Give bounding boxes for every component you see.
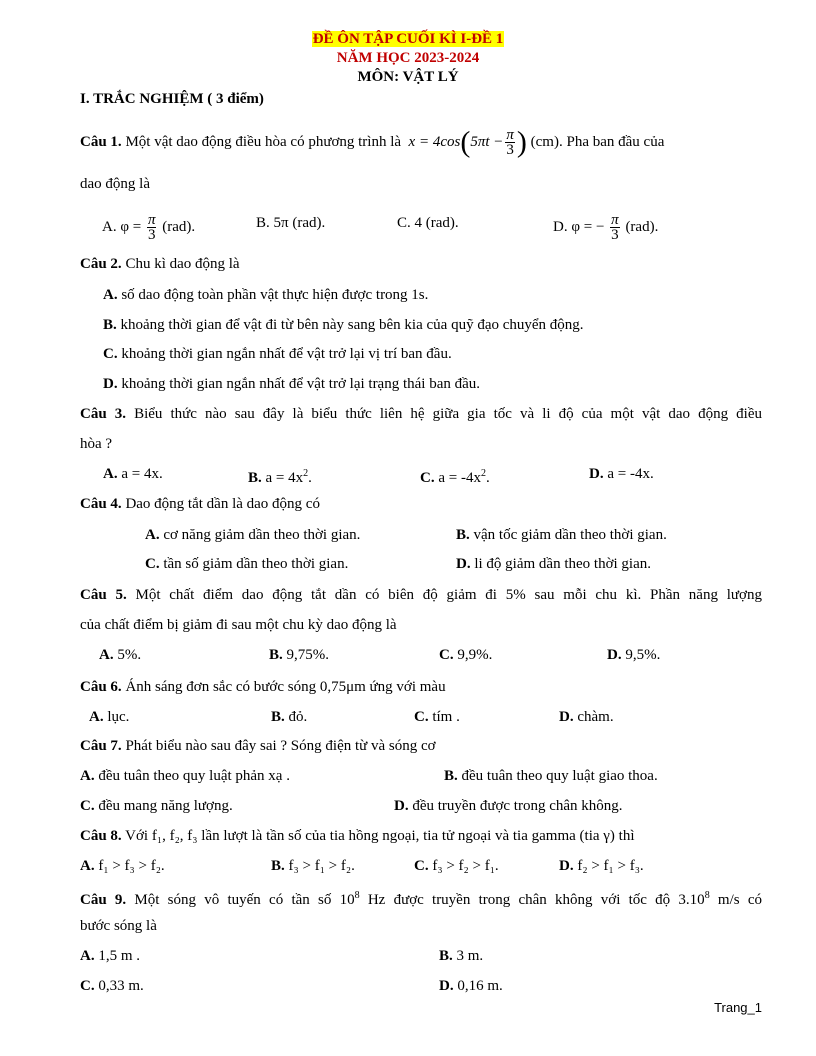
option-key: B.: [248, 470, 262, 486]
question-3-line2: hòa ?: [80, 436, 113, 452]
superscript: 2: [303, 468, 309, 479]
question-text-part: m/s có: [709, 892, 762, 908]
option-key: A.: [103, 466, 118, 482]
option-text: lục.: [107, 709, 130, 725]
option-2c: [103, 344, 452, 364]
option-5c: [439, 645, 492, 665]
option-text: khoảng thời gian để vật đi từ bên này sang bên kia của quỹ đạo chuyển động.: [120, 317, 584, 333]
superscript: 2: [480, 468, 486, 479]
option-text: cơ năng giảm dần theo thời gian.: [163, 527, 361, 543]
question-9-line2: bước sóng là: [80, 918, 157, 934]
fraction-numerator: π: [506, 127, 514, 143]
option-key: C.: [103, 346, 118, 362]
fraction-denominator: 3: [147, 227, 156, 243]
question-label: Câu 4.: [80, 496, 122, 512]
option-text: đỏ.: [288, 709, 308, 725]
option-text: f₁ > f₃ > f₂.: [98, 858, 165, 874]
option-key: D.: [456, 556, 471, 572]
option-text: A. φ =: [102, 218, 142, 235]
option-4d: [456, 554, 651, 574]
question-label: Câu 7.: [80, 738, 122, 754]
question-text: Chu kì dao động là: [125, 256, 240, 272]
option-text: khoảng thời gian ngắn nhất để vật trở lại trạng thái ban đầu.: [121, 376, 481, 392]
option-text: 9,5%.: [625, 647, 661, 663]
option-key: D.: [394, 798, 409, 814]
option-key: C.: [414, 858, 429, 874]
question-label: Câu 5.: [80, 587, 127, 603]
superscript: 8: [704, 890, 710, 901]
question-5: [80, 585, 762, 605]
option-5b: [269, 645, 329, 665]
question-label: Câu 8.: [80, 828, 122, 844]
option-7b: [444, 766, 658, 786]
option-key: C.: [414, 709, 429, 725]
right-paren-icon: ): [516, 125, 527, 159]
option-1a: [102, 213, 195, 242]
option-key: D.: [607, 647, 622, 663]
option-3c: [420, 464, 490, 488]
option-key: C.: [145, 556, 160, 572]
question-text-part: Một sóng vô tuyến có tần số 10: [134, 892, 355, 908]
option-text: tím .: [432, 709, 460, 725]
option-text: a = 4x: [265, 470, 304, 486]
question-text: Với f₁, f₂, f₃ lần lượt là tần số của tia hồng ngoại, tia tử ngoại và tia gamma (tia γ) thì: [125, 828, 635, 844]
option-text: a = 4x.: [121, 466, 163, 482]
option-9b: [439, 946, 483, 966]
option-key: D.: [103, 376, 118, 392]
period: .: [485, 470, 490, 486]
option-text-end: (rad).: [162, 218, 196, 235]
option-text: 1,5 m .: [98, 948, 141, 964]
option-key: B.: [103, 317, 117, 333]
question-label: Câu 6.: [80, 679, 122, 695]
question-text-end: (cm). Pha ban đầu của: [530, 133, 665, 150]
question-text: Một vật dao động điều hòa có phương trình là: [125, 133, 402, 150]
option-key: C.: [420, 470, 435, 486]
option-9a: [80, 946, 140, 966]
option-text: 3 m.: [456, 948, 484, 964]
option-key: A.: [80, 948, 95, 964]
option-key: D.: [559, 858, 574, 874]
left-paren-icon: (: [460, 125, 471, 159]
option-text: đều mang năng lượng.: [98, 798, 233, 814]
question-6: [80, 677, 446, 697]
page-number: Trang_1: [714, 1000, 762, 1015]
option-text: số dao động toàn phần vật thực hiện được trong 1s.: [121, 287, 429, 303]
question-5-line2: của chất điểm bị giảm đi sau một chu kỳ dao động là: [80, 617, 397, 633]
option-2a: [103, 285, 428, 305]
option-key: B.: [456, 527, 470, 543]
option-8d: [559, 856, 644, 876]
question-text: Dao động tắt dần là dao động có: [125, 496, 320, 512]
option-9c: [80, 976, 144, 996]
option-key: D.: [559, 709, 574, 725]
option-text: vận tốc giảm dần theo thời gian.: [473, 527, 667, 543]
option-text: 0,16 m.: [457, 978, 503, 994]
fraction-denominator: 3: [506, 142, 514, 158]
option-2d: [103, 374, 480, 394]
option-key: D.: [589, 466, 604, 482]
question-label: Câu 9.: [80, 892, 127, 908]
option-text: a = -4x: [438, 470, 481, 486]
question-7: [80, 736, 436, 756]
option-key: A.: [80, 768, 95, 784]
option-key: B.: [439, 948, 453, 964]
option-text: 5%.: [117, 647, 142, 663]
option-key: A.: [80, 858, 95, 874]
option-text: khoảng thời gian ngắn nhất để vật trở lại vị trí ban đầu.: [121, 346, 452, 362]
option-8b: [271, 856, 355, 876]
question-label: Câu 1.: [80, 133, 122, 150]
option-key: B.: [444, 768, 458, 784]
school-year: NĂM HỌC 2023-2024: [336, 50, 480, 66]
option-text-end: (rad).: [625, 218, 659, 235]
option-text: đều tuân theo quy luật giao thoa.: [461, 768, 658, 784]
option-text: 9,75%.: [286, 647, 330, 663]
subject: MÔN: VẬT LÝ: [357, 69, 459, 85]
option-3d: [589, 464, 654, 484]
fraction-numerator: π: [147, 212, 156, 228]
question-text: Phát biểu nào sau đây sai ? Sóng điện từ và sóng cơ: [125, 738, 436, 754]
option-8a: [80, 856, 165, 876]
question-text: Ánh sáng đơn sắc có bước sóng 0,75μm ứng với màu: [125, 679, 446, 695]
option-key: C.: [80, 798, 95, 814]
option-6c: [414, 707, 460, 727]
option-text: 9,9%.: [457, 647, 493, 663]
superscript: 8: [354, 890, 360, 901]
option-key: A.: [103, 287, 118, 303]
option-text: a = -4x.: [607, 466, 654, 482]
option-5d: [607, 645, 660, 665]
option-9d: [439, 976, 503, 996]
option-7a: [80, 766, 290, 786]
option-2b: [103, 315, 584, 335]
option-key: C.: [80, 978, 95, 994]
question-text: Biểu thức nào sau đây là biểu thức liên hệ giữa gia tốc và li độ của một vật dao động điều: [134, 406, 762, 422]
fraction-denominator: 3: [611, 227, 619, 243]
equation-inner: 5πt −: [470, 133, 504, 150]
option-text: f₂ > f₁ > f₃.: [577, 858, 644, 874]
option-3b: [248, 464, 312, 488]
question-2: [80, 254, 240, 274]
option-1c: C. 4 (rad).: [397, 215, 459, 231]
fraction-pi-over-3: [147, 213, 157, 242]
option-text: f₃ > f₁ > f₂.: [288, 858, 355, 874]
question-text-part: Hz được truyền trong chân không với tốc độ 3.10: [359, 892, 705, 908]
option-key: B.: [271, 709, 285, 725]
option-6b: [271, 707, 307, 727]
question-label: Câu 2.: [80, 256, 122, 272]
option-key: B.: [271, 858, 285, 874]
option-7d: [394, 796, 623, 816]
question-8: [80, 826, 634, 846]
question-1-line2: dao động là: [80, 176, 150, 192]
option-8c: [414, 856, 499, 876]
equation-lhs: x = 4cos: [408, 133, 461, 150]
fraction-pi-over-3: [610, 213, 620, 242]
option-text: f₃ > f₂ > f₁.: [432, 858, 499, 874]
question-9: [80, 886, 762, 910]
question-text: [134, 892, 762, 908]
option-text: 0,33 m.: [98, 978, 144, 994]
option-4b: [456, 525, 667, 545]
option-text: chàm.: [577, 709, 614, 725]
question-3: [80, 404, 762, 424]
fraction-numerator: π: [611, 212, 619, 228]
option-4c: [145, 554, 348, 574]
option-6a: [89, 707, 129, 727]
option-6d: [559, 707, 614, 727]
question-4: [80, 494, 320, 514]
option-7c: [80, 796, 233, 816]
section-title: I. TRẮC NGHIỆM ( 3 điểm): [80, 91, 264, 107]
question-1: [80, 125, 762, 159]
option-key: D.: [439, 978, 454, 994]
option-key: C.: [439, 647, 454, 663]
exam-title-text: ĐỀ ÔN TẬP CUỐI KÌ I-ĐỀ 1: [312, 31, 504, 47]
option-key: A.: [99, 647, 114, 663]
option-key: A.: [89, 709, 104, 725]
option-key: A.: [145, 527, 160, 543]
period: .: [308, 470, 312, 486]
option-4a: [145, 525, 360, 545]
fraction-pi-over-3: [505, 128, 515, 157]
option-text: tần số giảm dần theo thời gian.: [163, 556, 349, 572]
question-label: Câu 3.: [80, 406, 126, 422]
option-text: đều truyền được trong chân không.: [412, 798, 623, 814]
option-text: D. φ = −: [553, 218, 605, 235]
option-1d: [553, 213, 658, 242]
option-text: li độ giảm dần theo thời gian.: [474, 556, 651, 572]
option-5a: [99, 645, 141, 665]
question-text: Một chất điểm dao động tắt dần có biên độ giảm đi 5% sau mỗi chu kì. Phần năng lượng: [135, 587, 762, 603]
option-3a: [103, 464, 163, 484]
option-key: B.: [269, 647, 283, 663]
exam-title: [0, 30, 816, 48]
option-text: đều tuân theo quy luật phản xạ .: [98, 768, 290, 784]
option-1b: B. 5π (rad).: [256, 215, 326, 231]
